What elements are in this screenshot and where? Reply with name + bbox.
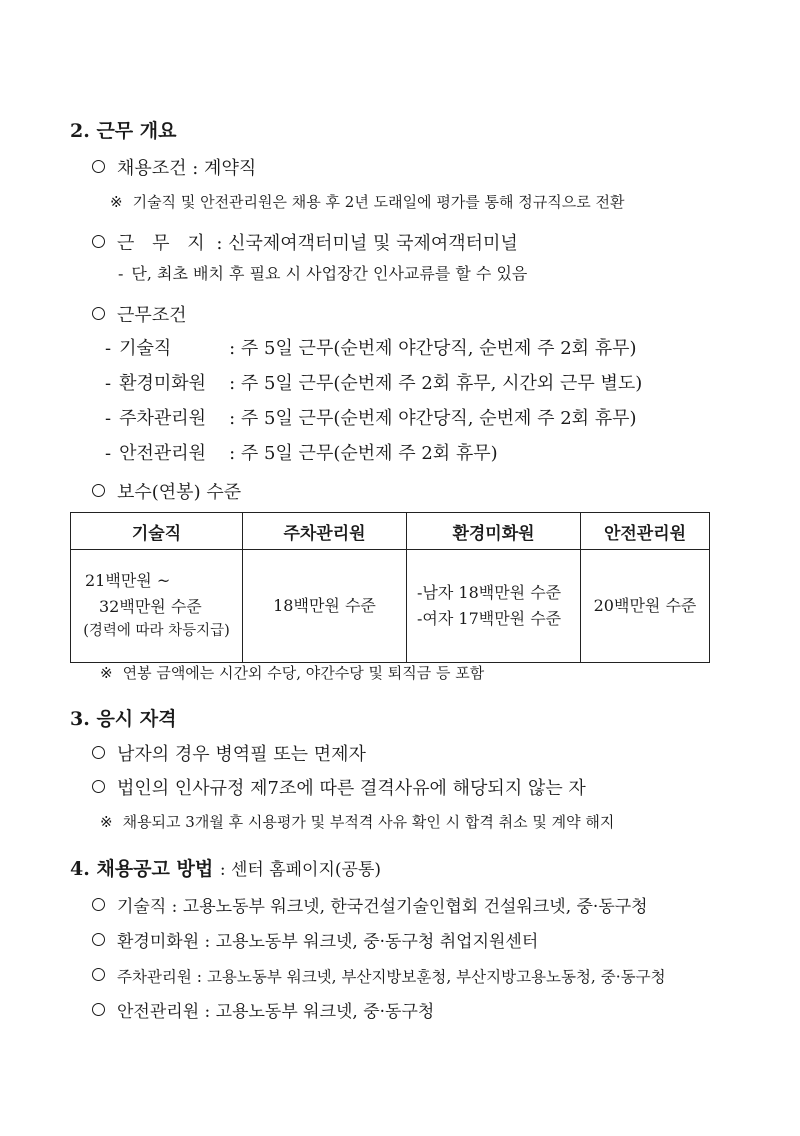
pay-title: 보수(연봉) 수준 [92,484,241,502]
bullet-circle-icon [92,307,105,320]
pay-cell-parking: 18백만원 수준 [243,550,407,663]
workplace-sub: - 단, 최초 배치 후 필요 시 사업장간 인사교류를 할 수 있음 [118,264,528,283]
bullet-circle-icon [92,780,105,793]
section-4-heading: 4. 채용공고 방법 : 센터 홈페이지(공통) [70,858,382,880]
bullet-circle-icon [92,235,105,248]
section-2-heading: 2. 근무 개요 [70,120,177,142]
pay-cell-safety: 20백만원 수준 [581,550,710,663]
bullet-circle-icon [92,484,105,497]
qualification-item: 법인의 인사규정 제7조에 따른 결격사유에 해당되지 않는 자 [92,780,586,798]
pay-header-cell: 환경미화원 [407,513,581,550]
work-condition-item: - 기술직 : 주 5일 근무(순번제 야간당직, 순번제 주 2회 휴무) [105,338,637,359]
announcement-item: 환경미화원 : 고용노동부 워크넷, 중·동구청 취업지원센터 [92,933,538,951]
announcement-item: 주차관리원 : 고용노동부 워크넷, 부산지방보훈청, 부산지방고용노동청, 중·동구청 [92,968,666,986]
pay-header-cell: 주차관리원 [243,513,407,550]
qualification-note: ※ 채용되고 3개월 후 시용평가 및 부적격 사유 확인 시 합격 취소 및 계약 해지 [100,813,615,831]
work-condition-item: - 주차관리원 : 주 5일 근무(순번제 야간당직, 순번제 주 2회 휴무) [105,408,637,429]
qualification-item: 남자의 경우 병역필 또는 면제자 [92,746,366,764]
pay-cell-tech: 21백만원 ~ 32백만원 수준 (경력에 따라 차등지급) [71,550,243,663]
announcement-item: 안전관리원 : 고용노동부 워크넷, 중·동구청 [92,1003,434,1021]
bullet-circle-icon [92,933,105,946]
employ-note: ※ 기술직 및 안전관리원은 채용 후 2년 도래일에 평가를 통해 정규직으로 전환 [110,193,625,211]
section-3-heading: 3. 응시 자격 [70,708,177,730]
work-condition-item: - 안전관리원 : 주 5일 근무(순번제 주 2회 휴무) [105,443,498,464]
pay-table-row [71,550,710,663]
pay-table [70,512,710,663]
bullet-circle-icon [92,968,105,981]
bullet-circle-icon [92,746,105,759]
pay-header-cell: 안전관리원 [581,513,710,550]
workplace: 근 무 지 : 신국제여객터미널 및 국제여객터미널 [92,235,518,253]
bullet-circle-icon [92,160,105,173]
pay-cell-cleaning: -남자 18백만원 수준 -여자 17백만원 수준 [407,550,581,663]
pay-table-header-row [71,513,710,550]
work-conditions-title: 근무조건 [92,307,187,325]
pay-note: ※ 연봉 금액에는 시간외 수당, 야간수당 및 퇴직금 등 포함 [100,664,485,682]
employ-condition: 채용조건 : 계약직 [92,160,256,178]
announcement-item: 기술직 : 고용노동부 워크넷, 한국건설기술인협회 건설워크넷, 중·동구청 [92,898,648,916]
pay-header-cell: 기술직 [71,513,243,550]
bullet-circle-icon [92,898,105,911]
bullet-circle-icon [92,1003,105,1016]
work-condition-item: - 환경미화원 : 주 5일 근무(순번제 주 2회 휴무, 시간외 근무 별도) [105,373,643,394]
